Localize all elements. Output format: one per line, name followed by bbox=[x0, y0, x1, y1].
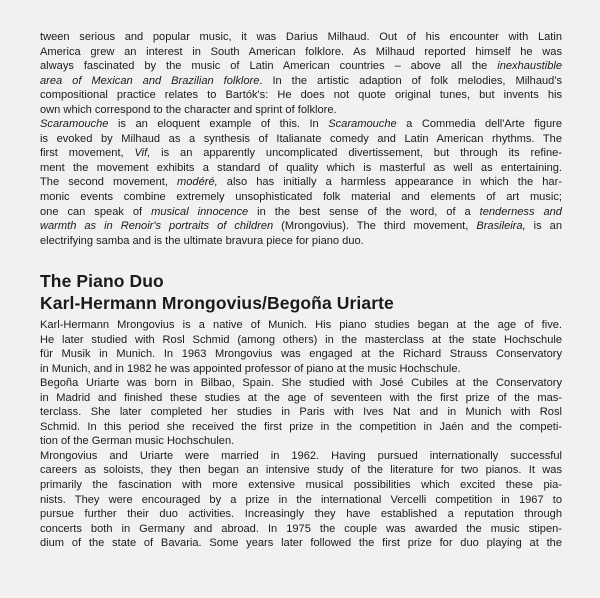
text-line: Karl-Hermann Mrongovius is a native of Munich. His piano studies began at the age of five. bbox=[40, 319, 562, 331]
intro-section bbox=[40, 30, 562, 248]
text-line: warmth as in Renoir's portraits of children (Mrongovius). The third movement, Brasileira, is an bbox=[40, 220, 562, 233]
text-line: primarily the fascination with more extensive musical possibilities which excited these pia- bbox=[40, 479, 562, 492]
text-line: für Musik in Munich. In 1963 Mrongovius was engaged at the Richard Strauss Conservatory bbox=[40, 348, 562, 361]
text-line: first movement, Vif, is an apparently uncomplicated divertissement, but through its refine- bbox=[40, 147, 562, 160]
text-line: in Madrid and finished these studies at the age of seventeen with the first prize of the mas- bbox=[40, 391, 562, 404]
text-line: one can speak of musical innocence in the best sense of the word, of a tenderness and bbox=[40, 205, 562, 218]
text-line: The second movement, modéré, also has initially a harmless appearance in which the har- bbox=[40, 176, 562, 189]
text-line: Scaramouche is an eloquent example of this. In Scaramouche a Commedia dell'Arte figure bbox=[40, 118, 562, 131]
italic-phrase: inexhaustible bbox=[497, 60, 562, 73]
heading-line-2: Karl-Hermann Mrongovius/Begoña Uriarte bbox=[40, 293, 394, 313]
text-line: dium of the state of Bavaria. Some years later followed the first prize for duo playing at the bbox=[40, 537, 562, 550]
text-line: careers as soloists, they then began an intensive study of the literature for two pianos. It was bbox=[40, 464, 562, 477]
text-line: Mrongovius and Uriarte were married in 1962. Having pursued internationally successful bbox=[40, 449, 562, 462]
intro-paragraph bbox=[40, 30, 562, 117]
text-line: pursue further their duo activities. Increasingly they have established a reputation through bbox=[40, 508, 562, 521]
text-line: always fascinated by the music of Latin American countries – above all the inexhaustible bbox=[40, 60, 562, 73]
text-line: ment the movement exhibits a standard of quality which is masterful as well as entertaining. bbox=[40, 161, 562, 174]
scaramouche-paragraph bbox=[40, 117, 562, 248]
text-line: concerts both in Germany and abroad. In 1975 the couple was awarded the music stipen- bbox=[40, 522, 562, 535]
bio-paragraph bbox=[40, 318, 562, 551]
heading-line-1: The Piano Duo bbox=[40, 271, 164, 291]
text-line: compositional practice relates to Bartók's: He does not quote original tunes, but invents his bbox=[40, 89, 562, 102]
text-line: Schmid. In this period she received the first prize in the competition in Jaén and the competi- bbox=[40, 420, 562, 433]
text-line: America grew an interest in South American folklore. As Milhaud reported himself he was bbox=[40, 45, 562, 58]
text-line: tion of the German music Hochschulen. bbox=[40, 435, 235, 448]
text-line: terclass. She later completed her studies in Paris with Ives Nat and in Munich with Rosl bbox=[40, 406, 562, 419]
section-heading bbox=[40, 270, 394, 314]
bio-section bbox=[40, 318, 562, 551]
text-line: monic events combine extremely unsophisticated folk material and elements of art music; bbox=[40, 191, 562, 204]
text-line: tween serious and popular music, it was Darius Milhaud. Out of his encounter with Latin bbox=[40, 31, 562, 43]
text-line: electrifying samba and is the ultimate bravura piece for piano duo. bbox=[40, 234, 364, 247]
text-line: Begoña Uriarte was born in Bilbao, Spain. She studied with José Cubiles at the Conservatory bbox=[40, 377, 562, 390]
text-line: area of Mexican and Brazilian folklore. In the artistic adaption of folk melodies, Milhaud's bbox=[40, 74, 562, 87]
text-line: in Munich, and in 1982 he was appointed professor of piano at the music Hochschule. bbox=[40, 362, 461, 375]
text-line: own which correspond to the character and sprint of folklore. bbox=[40, 103, 337, 116]
italic-phrase: area of Mexican and Brazilian folklore bbox=[40, 74, 260, 87]
text-line: is evoked by Milhaud as a synthesis of Italianate comedy and Latin American rhythms. The bbox=[40, 132, 562, 145]
text-line: He later studied with Rosl Schmid (among others) in the masterclass at the state Hochschule bbox=[40, 333, 562, 346]
text-line: nists. They were encouraged by a prize in the international Vercelli competition in 1967 to bbox=[40, 493, 562, 506]
